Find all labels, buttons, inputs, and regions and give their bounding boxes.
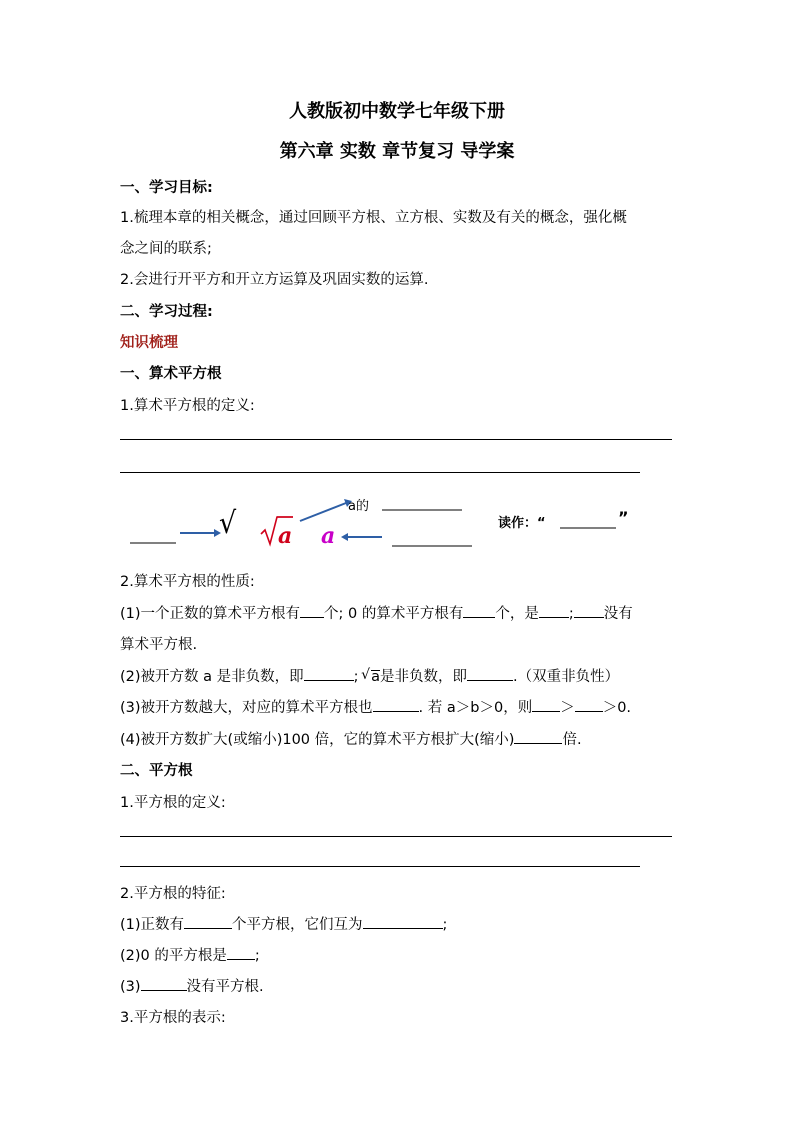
answer-blank[interactable]: [467, 666, 513, 681]
property-3-text-c: ＞: [560, 700, 575, 716]
property-1: [120, 602, 633, 623]
answer-blank[interactable]: [463, 603, 495, 618]
property-2-text-d: .（双重非负性）: [513, 669, 620, 685]
feature-2-text-b: ;: [254, 948, 260, 964]
section-heading-goals: 一、学习目标:: [120, 180, 213, 196]
answer-blank[interactable]: [141, 976, 187, 991]
property-1-text-b: 个; 0 的算术平方根有: [324, 606, 464, 622]
feature-3-text-b: 没有平方根.: [186, 979, 264, 995]
sqrt-a-inline: [363, 669, 380, 685]
section-heading-process: 二、学习过程:: [120, 304, 213, 320]
a-de-label: a的: [348, 499, 369, 514]
square-root-repr-heading: 3.平方根的表示:: [120, 1010, 226, 1026]
answer-blank[interactable]: [184, 914, 232, 929]
property-1-text-c: 个，是: [495, 606, 539, 622]
arith-root-def-label: 1.算术平方根的定义:: [120, 398, 255, 414]
goal-1-line-1: 1.梳理本章的相关概念，通过回顾平方根、立方根、实数及有关的概念，强化概: [120, 210, 627, 226]
feature-3: [120, 975, 264, 996]
property-2-text-b: ;: [353, 669, 359, 685]
arrowhead-left-icon: [341, 533, 348, 541]
sqrt-diagram: [120, 490, 680, 560]
square-root-heading: 二、平方根: [120, 763, 193, 779]
property-3-text-a: (3)被开方数越大，对应的算术平方根也: [120, 700, 373, 716]
property-3-text-b: . 若 a＞b＞0，则: [418, 700, 533, 716]
feature-2: [120, 944, 260, 965]
sqrt-diagram-graphics: [120, 490, 680, 560]
read-as-label: 读作：“: [498, 516, 546, 531]
read-as-close-quote: ”: [618, 508, 629, 527]
property-3: [120, 696, 631, 717]
answer-line: [120, 836, 672, 837]
goal-2: 2.会进行开平方和开立方运算及巩固实数的运算.: [120, 272, 429, 288]
answer-blank[interactable]: [300, 603, 324, 618]
property-2-text-c: 是非负数，即: [380, 669, 468, 685]
answer-blank[interactable]: [539, 603, 569, 618]
square-root-def-label: 1.平方根的定义:: [120, 795, 226, 811]
answer-blank[interactable]: [514, 729, 562, 744]
sqrt-symbol: √: [218, 506, 237, 541]
answer-blank[interactable]: [227, 945, 255, 960]
page-subtitle: 第六章 实数 章节复习 导学案: [279, 141, 515, 162]
property-1-text-e: 没有: [603, 606, 633, 622]
arrow-upright-icon: [300, 503, 346, 521]
feature-2-text-a: (2)0 的平方根是: [120, 948, 227, 964]
property-1-line-2: 算术平方根.: [120, 637, 198, 653]
property-4: [120, 728, 582, 749]
property-4-text-b: 倍.: [562, 732, 582, 748]
goal-1-line-2: 念之间的联系;: [120, 241, 212, 257]
knowledge-heading: 知识梳理: [120, 335, 178, 351]
sqrt-a-radicand: a: [278, 523, 293, 549]
answer-blank[interactable]: [575, 697, 603, 712]
arith-root-prop-heading: 2.算术平方根的性质:: [120, 574, 255, 590]
feature-1: [120, 913, 447, 934]
feature-1-text-c: ;: [442, 917, 448, 933]
a-letter: a: [321, 523, 336, 549]
answer-line: [120, 866, 640, 867]
answer-blank[interactable]: [363, 914, 443, 929]
feature-1-text-a: (1)正数有: [120, 917, 185, 933]
feature-1-text-b: 个平方根，它们互为: [232, 917, 363, 933]
arith-root-heading: 一、算术平方根: [120, 366, 222, 382]
property-4-text-a: (4)被开方数扩大(或缩小)100 倍，它的算术平方根扩大(缩小): [120, 732, 515, 748]
property-3-text-d: ＞0.: [602, 700, 632, 716]
sqrt-a-inline-radicand: a: [371, 669, 381, 685]
property-2: [120, 665, 619, 686]
square-root-features-heading: 2.平方根的特征:: [120, 886, 226, 902]
answer-blank[interactable]: [532, 697, 560, 712]
property-1-text-a: (1)一个正数的算术平方根有: [120, 606, 301, 622]
feature-3-text-a: (3): [120, 979, 141, 995]
answer-line: [120, 472, 640, 473]
answer-blank[interactable]: [304, 666, 354, 681]
answer-blank[interactable]: [574, 603, 604, 618]
answer-blank[interactable]: [373, 697, 419, 712]
page-title: 人教版初中数学七年级下册: [289, 101, 505, 122]
property-1-text-d: ;: [568, 606, 574, 622]
answer-line: [120, 439, 672, 440]
property-2-text-a: (2)被开方数 a 是非负数，即: [120, 669, 304, 685]
